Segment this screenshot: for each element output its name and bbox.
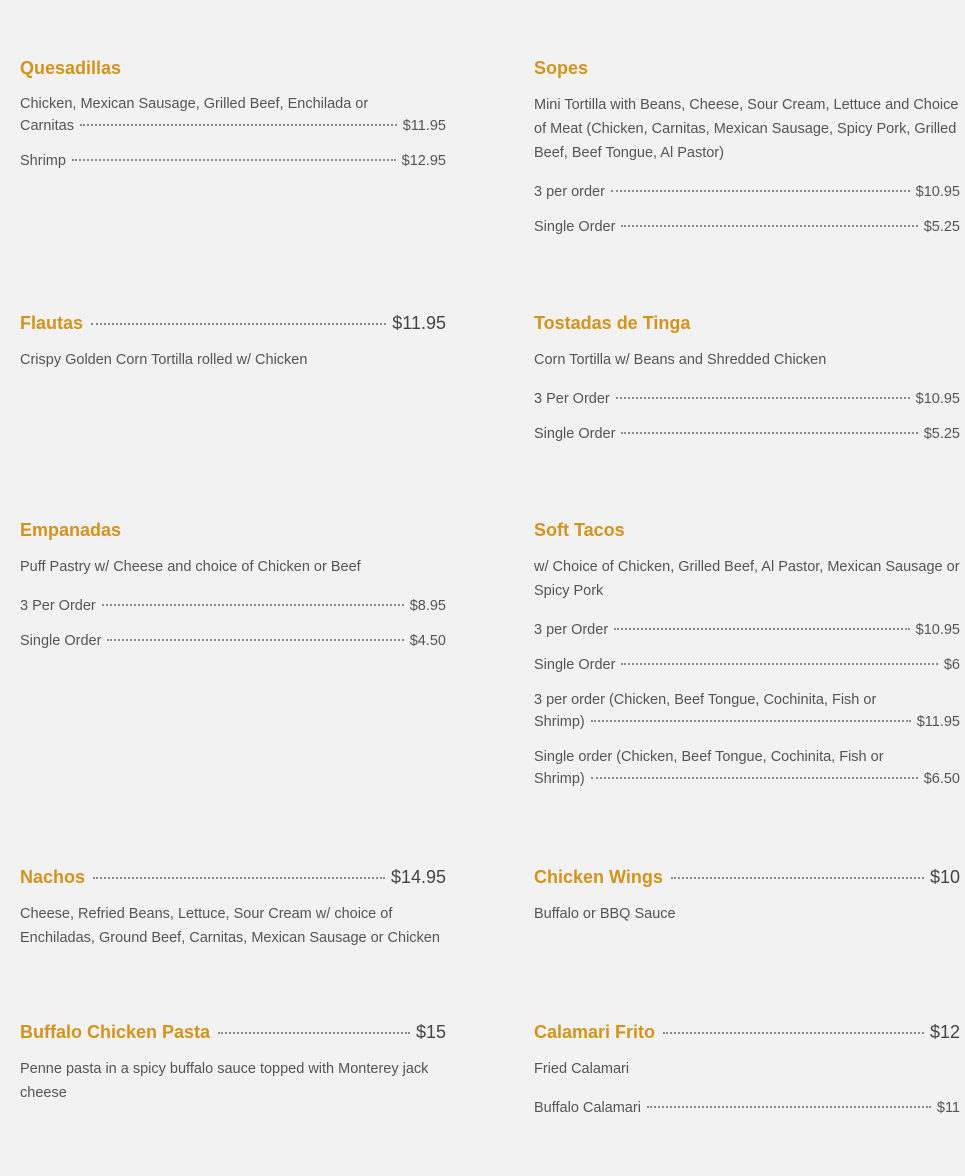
item-price: $11.95 — [916, 714, 960, 730]
section-description: w/ Choice of Chicken, Grilled Beef, Al Pastor, Mexican Sausage or Spicy Pork — [534, 559, 960, 599]
section-title: Tostadas de Tinga — [534, 313, 691, 333]
item-name: 3 Per Order — [534, 391, 610, 407]
section-chicken-wings — [534, 867, 960, 926]
dot-leader — [91, 323, 386, 325]
item-price: $10.95 — [915, 184, 960, 200]
item-description: 3 per order (Chicken, Beef Tongue, Cochinita, Fish or — [534, 692, 877, 708]
menu-item — [534, 388, 960, 410]
item-name: Shrimp — [20, 153, 66, 169]
section-title: Nachos — [20, 867, 86, 887]
item-price: $11.95 — [402, 118, 446, 134]
dot-leader — [218, 1032, 410, 1034]
dot-leader — [621, 225, 917, 227]
dot-leader — [616, 397, 910, 399]
dot-leader — [663, 1032, 924, 1034]
section-description: Fried Calamari — [534, 1061, 630, 1077]
menu-item — [534, 654, 960, 676]
section-price: $11.95 — [392, 313, 446, 333]
section-sopes — [534, 58, 960, 238]
item-name: Single Order — [534, 657, 616, 673]
section-title: Soft Tacos — [534, 520, 625, 540]
section-flautas — [20, 313, 446, 372]
item-price: $10.95 — [915, 391, 960, 407]
section-title: Flautas — [20, 313, 84, 333]
section-tostadas — [534, 313, 960, 445]
item-price: $10.95 — [915, 622, 960, 638]
item-name: 3 per order — [534, 184, 605, 200]
section-price: $12 — [929, 1022, 960, 1042]
section-title: Sopes — [534, 58, 589, 78]
section-description: Crispy Golden Corn Tortilla rolled w/ Chicken — [20, 352, 308, 368]
dot-leader — [102, 604, 404, 606]
section-title: Quesadillas — [20, 58, 122, 78]
item-price: $6.50 — [923, 771, 960, 787]
dot-leader — [591, 777, 918, 779]
section-calamari-frito — [534, 1022, 960, 1119]
section-description: Buffalo or BBQ Sauce — [534, 906, 676, 922]
item-name: Shrimp) — [534, 771, 585, 787]
item-name: Single Order — [534, 219, 616, 235]
dot-leader — [621, 432, 917, 434]
item-price: $8.95 — [409, 598, 446, 614]
dot-leader — [671, 877, 924, 879]
item-name: Single Order — [20, 633, 102, 649]
menu-item — [534, 689, 960, 733]
item-price: $4.50 — [409, 633, 446, 649]
section-empanadas — [20, 520, 446, 652]
section-description: Puff Pastry w/ Cheese and choice of Chicken or Beef — [20, 559, 361, 575]
dot-leader — [93, 877, 385, 879]
section-title: Buffalo Chicken Pasta — [20, 1022, 211, 1042]
item-name: 3 Per Order — [20, 598, 96, 614]
dot-leader — [591, 720, 911, 722]
section-buffalo-chicken-pasta — [20, 1022, 446, 1105]
item-name: Buffalo Calamari — [534, 1100, 641, 1116]
item-price: $6 — [943, 657, 960, 673]
item-description: Chicken, Mexican Sausage, Grilled Beef, Enchilada or — [20, 96, 369, 112]
menu-item — [534, 746, 960, 790]
menu-item — [534, 181, 960, 203]
item-name: Carnitas — [20, 118, 74, 134]
section-title: Chicken Wings — [534, 867, 663, 887]
section-price: $10 — [929, 867, 960, 887]
section-quesadillas — [20, 58, 446, 172]
menu-item — [20, 93, 446, 137]
dot-leader — [621, 663, 937, 665]
section-price: $15 — [415, 1022, 446, 1042]
dot-leader — [611, 190, 910, 192]
section-description: Cheese, Refried Beans, Lettuce, Sour Cream w/ choice of Enchiladas, Ground Beef, Carnitas, Mexican Sausage or Chicken — [20, 906, 440, 946]
item-description: Single order (Chicken, Beef Tongue, Cochinita, Fish or — [534, 749, 884, 765]
section-soft-tacos — [534, 520, 960, 790]
section-nachos — [20, 867, 446, 950]
menu-item — [534, 216, 960, 238]
item-name: 3 per Order — [534, 622, 609, 638]
menu-item — [534, 423, 960, 445]
dot-leader — [647, 1106, 931, 1108]
menu-item — [534, 619, 960, 641]
section-description: Penne pasta in a spicy buffalo sauce topped with Monterey jack cheese — [20, 1061, 429, 1101]
section-price: $14.95 — [390, 867, 446, 887]
item-name: Shrimp) — [534, 714, 585, 730]
item-price: $11 — [936, 1100, 960, 1116]
section-title: Calamari Frito — [534, 1022, 656, 1042]
dot-leader — [614, 628, 909, 630]
section-title: Empanadas — [20, 520, 122, 540]
dot-leader — [72, 159, 396, 161]
section-description: Corn Tortilla w/ Beans and Shredded Chicken — [534, 352, 827, 368]
dot-leader — [107, 639, 403, 641]
section-description: Mini Tortilla with Beans, Cheese, Sour Cream, Lettuce and Choice of Meat (Chicken, Carnitas, Mexican Sausage, Spicy Pork, Grilled Beef, Beef Tongue, Al Pastor) — [534, 97, 959, 161]
item-price: $12.95 — [401, 153, 446, 169]
item-price: $5.25 — [923, 219, 960, 235]
menu-item — [534, 1097, 960, 1119]
item-name: Single Order — [534, 426, 616, 442]
dot-leader — [80, 124, 397, 126]
menu-item — [20, 595, 446, 617]
menu-item — [20, 630, 446, 652]
menu-item — [20, 150, 446, 172]
item-price: $5.25 — [923, 426, 960, 442]
